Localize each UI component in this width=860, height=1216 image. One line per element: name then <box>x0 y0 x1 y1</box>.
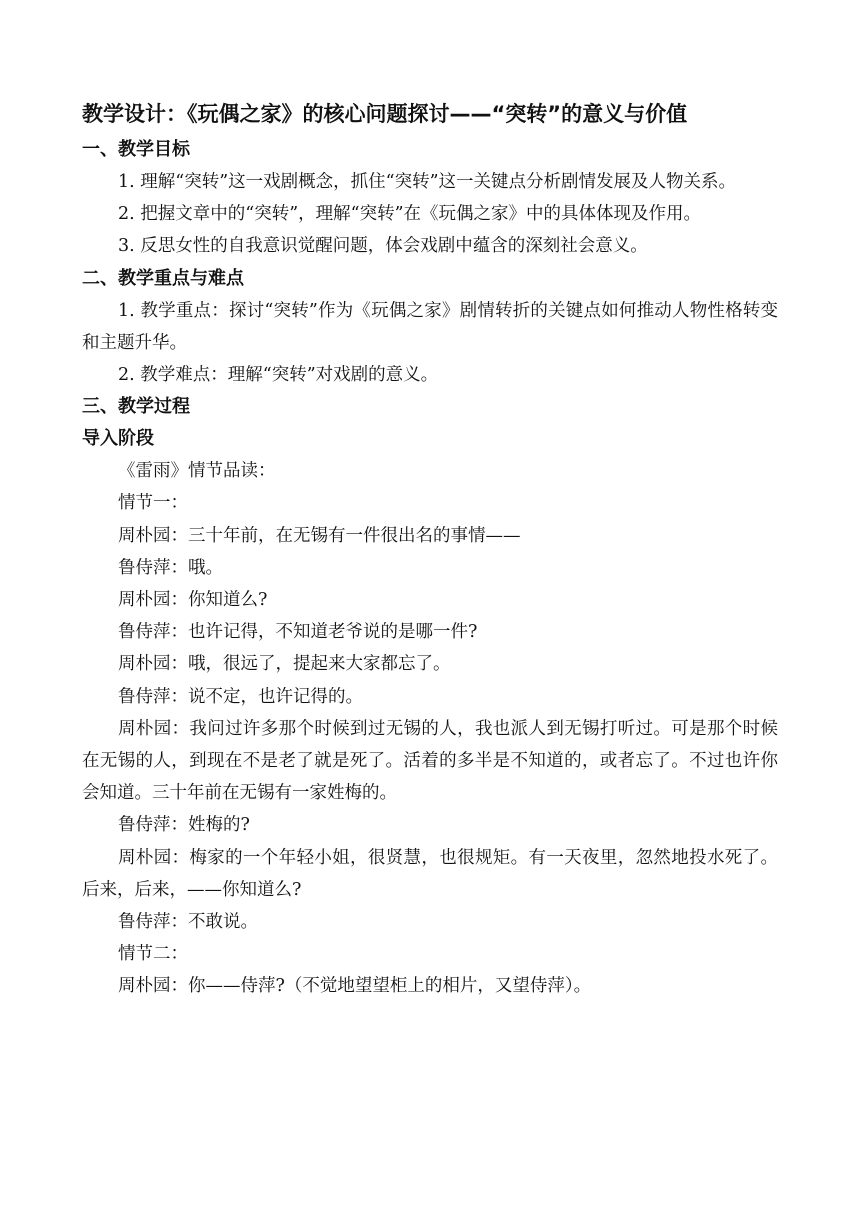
subheading-introduction: 导入阶段 <box>82 428 154 450</box>
dialogue-line: 周朴园：我问过许多那个时候到过无锡的人，我也派人到无锡打听过。可是那个时候在无锡的人，到现在不是老了就是死了。活着的多半是不知道的，或者忘了。不过也许你会知道。三十年前在无锡有一家姓梅的。 <box>82 718 778 804</box>
section-heading-objectives: 一、教学目标 <box>82 139 190 160</box>
dialogue-line: 周朴园：三十年前，在无锡有一件很出名的事情—— <box>118 525 521 546</box>
dialogue-line: 周朴园：你知道么? <box>118 590 268 611</box>
section-heading-process: 三、教学过程 <box>82 396 190 418</box>
key-point-item: 1. 教学重点：探讨“突转”作为《玩偶之家》剧情转折的关键点如何推动人物性格转变和主题升华。 <box>82 300 778 353</box>
section-heading-key-points: 二、教学重点与难点 <box>82 267 244 289</box>
dialogue-line: 周朴园：你——侍萍?（不觉地望望柜上的相片，又望侍萍）。 <box>118 976 592 997</box>
dialogue-line: 情节一： <box>118 493 188 514</box>
dialogue-line: 鲁侍萍：也许记得，不知道老爷说的是哪一件? <box>118 622 478 643</box>
dialogue-line: 周朴园：梅家的一个年轻小姐，很贤慧，也很规矩。有一天夜里，忽然地投水死了。后来，后来，——你知道么? <box>82 847 778 900</box>
dialogue-line: 鲁侍萍：说不定，也许记得的。 <box>118 686 363 707</box>
dialogue-line: 鲁侍萍：姓梅的? <box>118 815 250 836</box>
dialogue-line: 鲁侍萍：哦。 <box>118 557 223 578</box>
dialogue-line: 情节二： <box>118 944 188 965</box>
dialogue-line: 鲁侍萍：不敢说。 <box>118 912 258 933</box>
objective-item: 2. 把握文章中的“突转”，理解“突转”在《玩偶之家》中的具体体现及作用。 <box>118 204 702 225</box>
document-body <box>82 134 778 1003</box>
dialogue-line: 周朴园：哦，很远了，提起来大家都忘了。 <box>118 654 451 675</box>
objective-item: 1. 理解“突转”这一戏剧概念，抓住“突转”这一关键点分析剧情发展及人物关系。 <box>118 172 737 192</box>
key-point-item: 2. 教学难点：理解“突转”对戏剧的意义。 <box>118 365 439 386</box>
objective-item: 3. 反思女性的自我意识觉醒问题，体会戏剧中蕴含的深刻社会意义。 <box>118 236 648 257</box>
dialogue-line: 《雷雨》情节品读： <box>118 461 276 482</box>
document-title: 教学设计：《玩偶之家》的核心问题探讨——“突转”的意义与价值 <box>82 102 688 126</box>
